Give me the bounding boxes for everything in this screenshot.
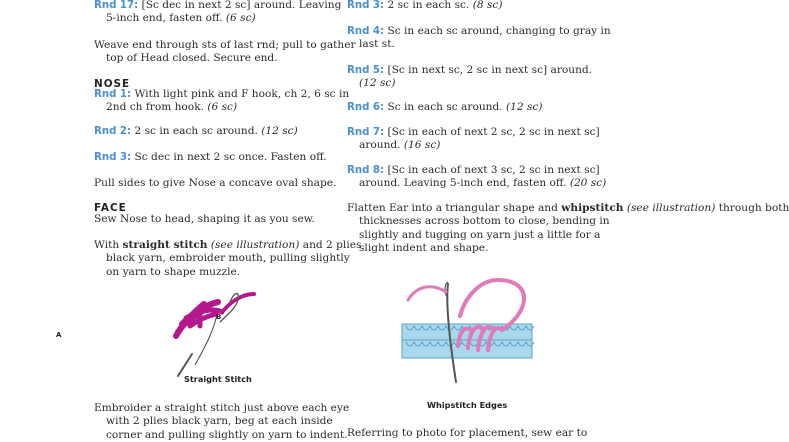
weave-line-1: Weave end through sts of last rnd; pull to gather	[94, 39, 356, 51]
whipstitch-illustration	[398, 270, 538, 390]
straight-stitch-caption: Straight Stitch	[184, 374, 252, 384]
flatten-line-1: Flatten Ear into a triangular shape and	[347, 202, 558, 214]
nose-round-1	[94, 88, 349, 115]
label-b: B	[216, 313, 222, 321]
ear-round-3	[347, 0, 502, 12]
see-illustration: (see illustration)	[207, 239, 300, 251]
stitch-name: straight stitch	[122, 239, 208, 251]
eye-line-2: with 2 plies black yarn, beg at each inside	[106, 415, 333, 428]
round-text: [Sc in next sc, 2 sc in next sc] around.	[384, 64, 593, 76]
head-round-17	[94, 0, 341, 26]
round-label: Rnd 17:	[94, 0, 139, 11]
stitch-count: (6 sc)	[207, 101, 238, 114]
round-label: Rnd 5:	[347, 65, 385, 76]
stitch-count: (20 sc)	[569, 177, 607, 190]
referring-instruction: Referring to photo for placement, sew ear to	[347, 427, 588, 439]
round-text: Sc in each sc around, changing to gray in	[384, 25, 611, 37]
ear-round-8	[347, 164, 606, 191]
label-a: A	[56, 331, 62, 339]
round-text: Sc dec in next 2 sc once. Fasten off.	[131, 151, 327, 163]
round-text-cont: 5-inch end, fasten off.	[106, 12, 226, 25]
flatten-line-4: slightly and tugging on yarn just a little for a	[359, 228, 601, 241]
flatten-line-3: thicknesses across bottom to close, bending in	[359, 215, 610, 228]
ear-round-7	[347, 126, 600, 153]
round-label: Rnd 8:	[347, 165, 385, 176]
round-text-cont: last st.	[359, 38, 395, 51]
eye-line-3: corner and pulling slightly on yarn to indent.	[106, 428, 348, 441]
nose-heading: NOSE	[94, 78, 131, 90]
stitch-count: (12 sc)	[359, 77, 396, 90]
round-text: 2 sc in each sc.	[384, 0, 473, 11]
stitch-count: (12 sc)	[505, 101, 543, 113]
pull-instruction: Pull sides to give Nose a concave oval shape.	[94, 177, 337, 189]
mouth-instruction	[94, 239, 361, 279]
ear-round-4	[347, 25, 611, 52]
round-text: With light pink and F hook, ch 2, 6 sc in	[131, 88, 350, 100]
ear-round-5	[347, 64, 592, 91]
round-text-cont: around. Leaving 5-inch end, fasten off.	[359, 177, 570, 190]
weave-instruction	[94, 39, 356, 66]
nose-round-2	[94, 125, 298, 138]
straight-stitch-illustration	[160, 282, 270, 377]
nose-round-3	[94, 151, 327, 164]
sew-instruction: Sew Nose to head, shaping it as you sew.	[94, 213, 315, 225]
stitch-name: whipstitch	[561, 202, 624, 214]
round-label: Rnd 1:	[94, 89, 132, 100]
flatten-instruction	[347, 202, 789, 256]
round-text: [Sc dec in next 2 sc] around. Leaving	[138, 0, 342, 11]
round-label: Rnd 4:	[347, 26, 385, 37]
stitch-count: (8 sc)	[472, 0, 503, 11]
ear-round-6	[347, 101, 542, 114]
round-text: 2 sc in each sc around.	[131, 125, 262, 137]
face-heading: FACE	[94, 202, 127, 214]
eye-line-1: Embroider a straight stitch just above each eye	[94, 402, 350, 414]
round-text-cont: 2nd ch from hook.	[106, 101, 208, 114]
stitch-count: (12 sc)	[261, 125, 298, 137]
whipstitch-caption: Whipstitch Edges	[427, 400, 508, 410]
mouth-line-2: black yarn, embroider mouth, pulling slightly	[106, 252, 350, 265]
text-run: With	[94, 239, 123, 251]
round-text: [Sc in each of next 3 sc, 2 sc in next sc]	[384, 164, 600, 176]
flatten-line-5: slight indent and shape.	[359, 242, 489, 255]
stitch-count: (6 sc)	[225, 12, 256, 25]
eye-instruction	[94, 402, 349, 442]
round-text: [Sc in each of next 2 sc, 2 sc in next sc]	[384, 126, 600, 138]
round-text: Sc in each sc around.	[384, 101, 506, 113]
text-run: and 2 plies	[299, 239, 362, 251]
round-label: Rnd 6:	[347, 102, 385, 113]
weave-line-2: top of Head closed. Secure end.	[106, 52, 278, 65]
round-label: Rnd 3:	[94, 152, 132, 163]
round-text-cont: around.	[359, 139, 404, 152]
mouth-line-3: on yarn to shape muzzle.	[106, 265, 241, 278]
round-label: Rnd 2:	[94, 126, 132, 137]
see-illustration: (see illustration)	[623, 202, 716, 214]
text-run: through both	[715, 202, 789, 214]
stitch-count: (16 sc)	[403, 139, 441, 152]
round-label: Rnd 7:	[347, 127, 385, 138]
round-label: Rnd 3:	[347, 0, 385, 11]
